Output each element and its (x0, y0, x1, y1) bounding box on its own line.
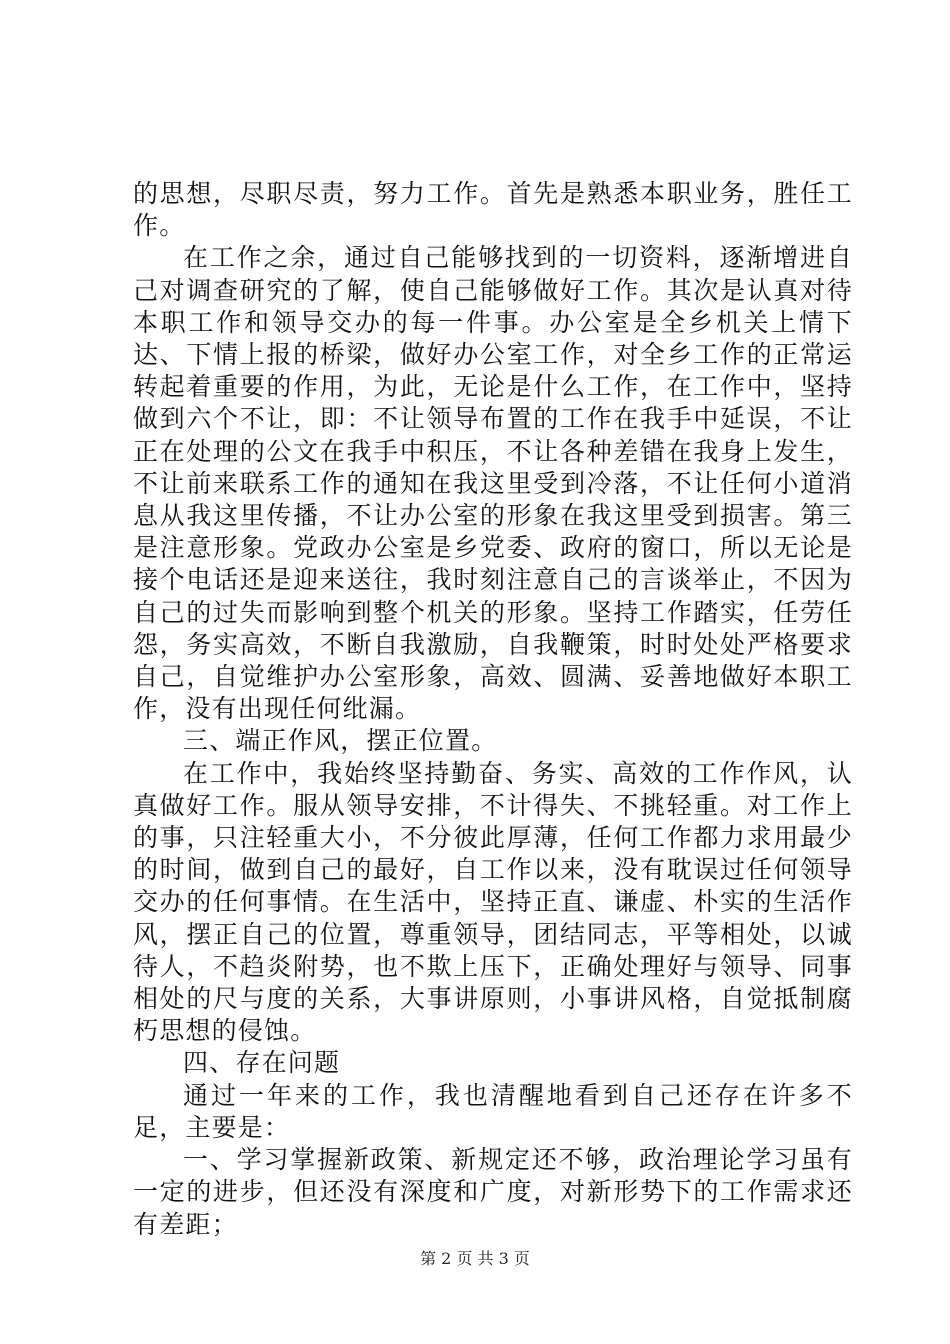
paragraph-7: 一、学习掌握新政策、新规定还不够，政治理论学习虽有一定的进步，但还没有深度和广度，对新形势下的工作需求还有差距； (133, 1145, 853, 1239)
paragraph-6: 通过一年来的工作，我也清醒地看到自己还存在许多不足，主要是： (133, 1080, 853, 1142)
document-body (133, 178, 853, 1241)
paragraph-1: 的思想，尽职尽责，努力工作。首先是熟悉本职业务，胜任工作。 (133, 179, 853, 241)
section-heading-3: 三、端正作风，摆正位置。 (183, 726, 498, 756)
paragraph-4: 在工作中，我始终坚持勤奋、务实、高效的工作作风，认真做好工作。服从领导安排，不计得失、不挑轻重。对工作上的事，只注轻重大小，不分彼此厚薄，任何工作都力求用最少的时间，做到自己的最好，自工作以来，没有耽误过任何领导交办的任何事情。在生活中，坚持正直、谦虚、朴实的生活作风，摆正自己的位置，尊重领导，团结同志，平等相处，以诚待人，不趋炎附势，也不欺上压下，正确处理好与领导、同事相处的尺与度的关系，大事讲原则，小事讲风格，自觉抵制腐朽思想的侵蚀。 (133, 758, 853, 1046)
page-footer: 第 2 页 共 3 页 (420, 1249, 530, 1268)
section-heading-4: 四、存在问题 (183, 1048, 341, 1078)
paragraph-2: 在工作之余，通过自己能够找到的一切资料，逐渐增进自己对调查研究的了解，使自己能够做好工作。其次是认真对待本职工作和领导交办的每一件事。办公室是全乡机关上情下达、下情上报的桥梁，做好办公室工作，对全乡工作的正常运转起着重要的作用，为此，无论是什么工作，在工作中，坚持做到六个不让，即：不让领导布置的工作在我手中延误，不让正在处理的公文在我手中积压，不让各种差错在我身上发生，不让前来联系工作的通知在我这里受到冷落，不让任何小道消息从我这里传播，不让办公室的形象在我这里受到损害。第三是注意形象。党政办公室是乡党委、政府的窗口，所以无论是接个电话还是迎来送往，我时刻注意自己的言谈举止，不因为自己的过失而影响到整个机关的形象。坚持工作踏实，任劳任怨，务实高效，不断自我激励，自我鞭策，时时处处严格要求自己，自觉维护办公室形象，高效、圆满、妥善地做好本职工作，没有出现任何纰漏。 (133, 243, 853, 724)
